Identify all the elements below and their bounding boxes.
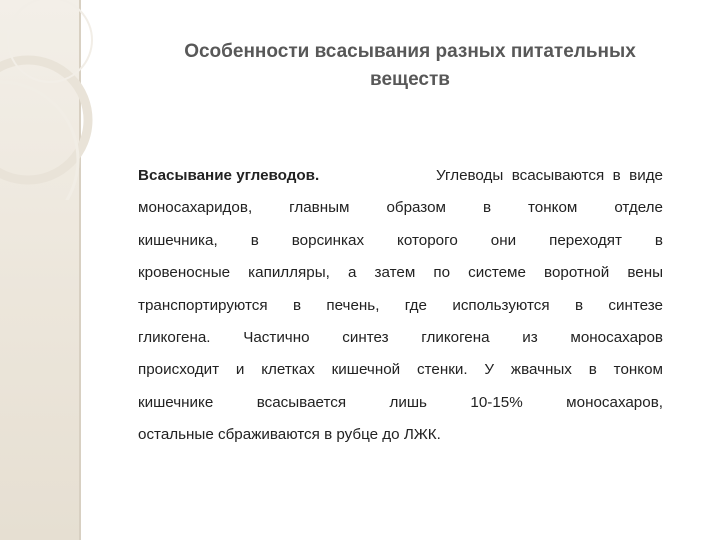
paragraph-line-4: кровеносные капилляры, а затем по системе воротной вены [138, 264, 663, 282]
paragraph-line-2: моносахаридов, главным образом в тонком отделе [138, 199, 663, 217]
paragraph-line-9: остальные сбраживаются в рубце до ЛЖК. [138, 426, 441, 444]
paragraph-line-7: происходит и клетках кишечной стенки. У жвачных в тонком [138, 361, 663, 379]
paragraph-line-1-rest: Углеводы всасываются в виде [436, 167, 663, 184]
paragraph-line-1 [138, 160, 663, 192]
slide-title-line-1: Особенности всасывания разных питательных [184, 41, 636, 62]
paragraph-line-5: транспортируются в печень, где используются в синтезе [138, 296, 663, 314]
paragraph-line-6: гликогена. Частично синтез гликогена из моносахаров [138, 329, 663, 347]
paragraph-line-8: кишечнике всасывается лишь 10-15% моносахаров, [138, 393, 663, 411]
paragraph-lead: Всасывание углеводов. [138, 167, 320, 184]
paragraph-line-3: кишечника, в ворсинках которого они переходят в [138, 231, 663, 249]
decorative-circles-icon [0, 0, 160, 200]
slide-title [130, 38, 690, 94]
slide-title-line-2: веществ [370, 69, 450, 90]
body-paragraph [138, 160, 663, 452]
